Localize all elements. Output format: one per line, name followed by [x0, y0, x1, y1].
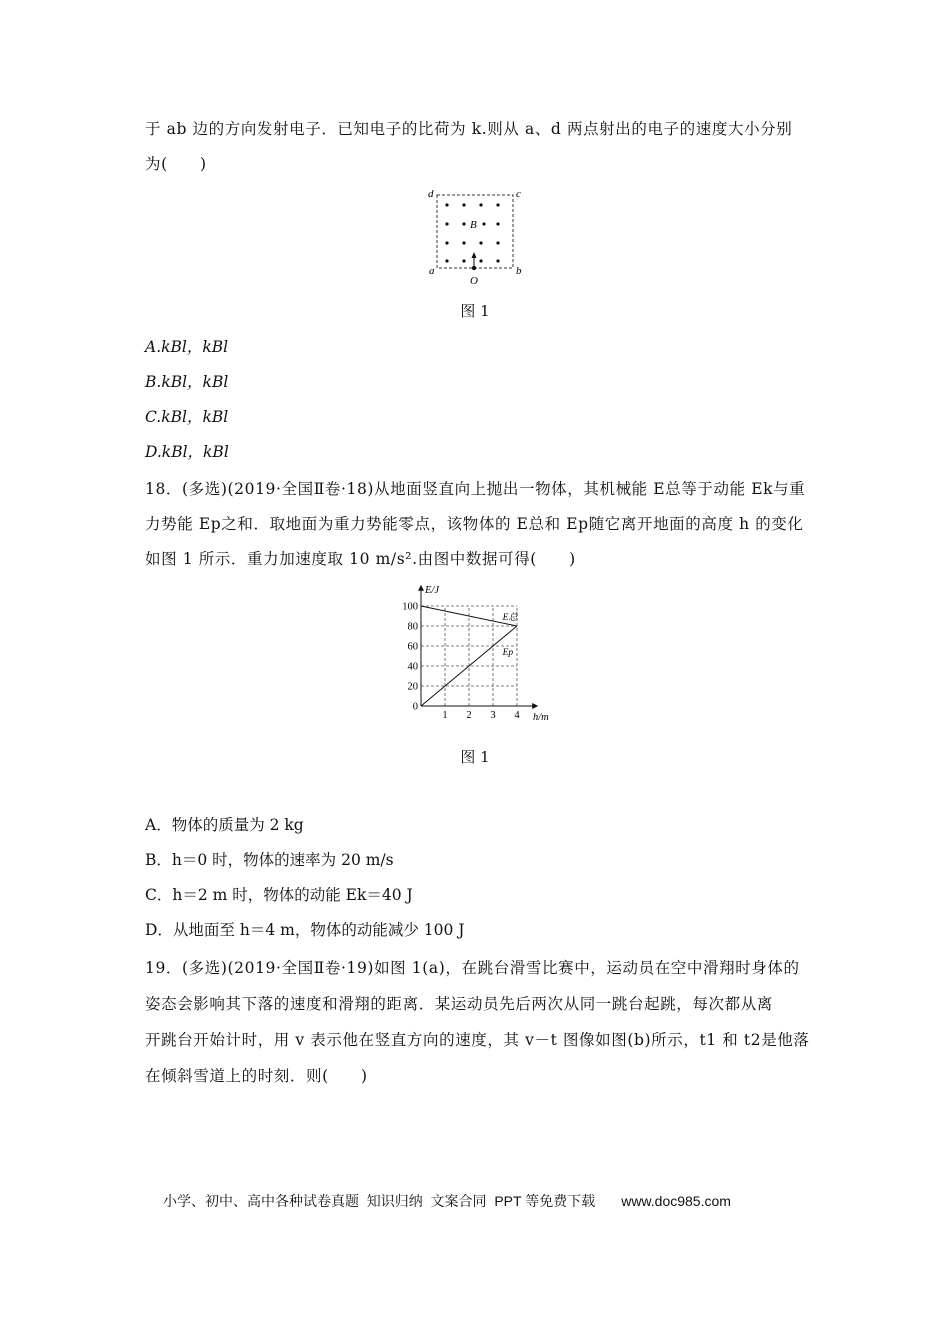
x-tick-label-4: 4 — [514, 710, 520, 721]
y-axis-label: E/J — [425, 585, 439, 596]
label-O: O — [470, 275, 478, 287]
series-label-0: E总 — [502, 613, 518, 623]
q17-option-c: C.kBl，kBl — [145, 408, 229, 426]
q19-line-3: 开跳台开始计时，用 v 表示他在竖直方向的速度，其 v－t 图像如图(b)所示，t1 和 t2是他落 — [145, 1031, 810, 1049]
q17-option-b: B.kBl，kBl — [145, 373, 229, 391]
y-tick-label-40: 40 — [407, 661, 418, 673]
q18-option-b: B．h＝0 时，物体的速率为 20 m/s — [145, 851, 394, 869]
q19-line-2: 姿态会影响其下落的速度和滑翔的距离．某运动员先后两次从同一跳台起跳，每次都从离 — [145, 995, 773, 1013]
x-tick-label-1: 1 — [442, 710, 448, 721]
x-axis-label: h/m — [533, 712, 549, 723]
figure-1-caption: 图 1 — [460, 302, 490, 320]
q19-line-1: 19．(多选)(2019·全国Ⅱ卷·19)如图 1(a)，在跳台滑雪比赛中，运动员在空中滑翔时身体的 — [145, 959, 800, 977]
label-b: b — [516, 265, 522, 277]
q17-option-a: A.kBl，kBl — [145, 338, 229, 356]
q18-line-3: 如图 1 所示．重力加速度取 10 m/s².由图中数据可得( ) — [145, 550, 576, 568]
y-tick-label-60: 60 — [407, 641, 418, 653]
origin-label: 0 — [412, 701, 418, 713]
q18-line-2: 力势能 Ep之和．取地面为重力势能零点，该物体的 E总和 Ep随它离开地面的高度 h 的变化 — [145, 515, 804, 533]
label-d: d — [428, 188, 434, 200]
label-c: c — [516, 188, 521, 200]
label-a: a — [429, 265, 435, 277]
q18-option-c: C．h＝2 m 时，物体的动能 Ek＝40 J — [145, 886, 413, 904]
figure-1-caption-q18: 图 1 — [460, 748, 490, 766]
y-tick-label-80: 80 — [407, 621, 418, 633]
q18-option-d: D．从地面至 h＝4 m，物体的动能减少 100 J — [145, 921, 465, 939]
series-label-1: Ep — [502, 648, 514, 658]
q19-line-4: 在倾斜雪道上的时刻．则( ) — [145, 1067, 368, 1085]
q18-option-a: A．物体的质量为 2 kg — [145, 816, 304, 834]
footer-banner — [163, 1191, 731, 1211]
y-tick-label-20: 20 — [407, 681, 418, 693]
x-tick-label-2: 2 — [466, 710, 472, 721]
q17-option-d: D.kBl，kBl — [145, 443, 229, 461]
q17-line-2: 为( ) — [145, 155, 207, 173]
q17-line-1: 于 ab 边的方向发射电子．已知电子的比荷为 k.则从 a、d 两点射出的电子的速度大小分别 — [145, 120, 793, 138]
label-B: B — [470, 219, 477, 231]
y-tick-label-100: 100 — [402, 601, 418, 613]
magnetic-field-figure — [420, 185, 535, 290]
footer-site-link[interactable]: www.doc985.com — [621, 1193, 731, 1209]
q18-line-1: 18．(多选)(2019·全国Ⅱ卷·18)从地面竖直向上抛出一物体，其机械能 E总等于动能 Ek与重 — [145, 480, 806, 498]
energy-height-chart — [390, 580, 560, 725]
x-tick-label-3: 3 — [490, 710, 496, 721]
footer-text: 小学、初中、高中各种试卷真题 知识归纳 文案合同 PPT 等免费下载 — [163, 1193, 596, 1209]
